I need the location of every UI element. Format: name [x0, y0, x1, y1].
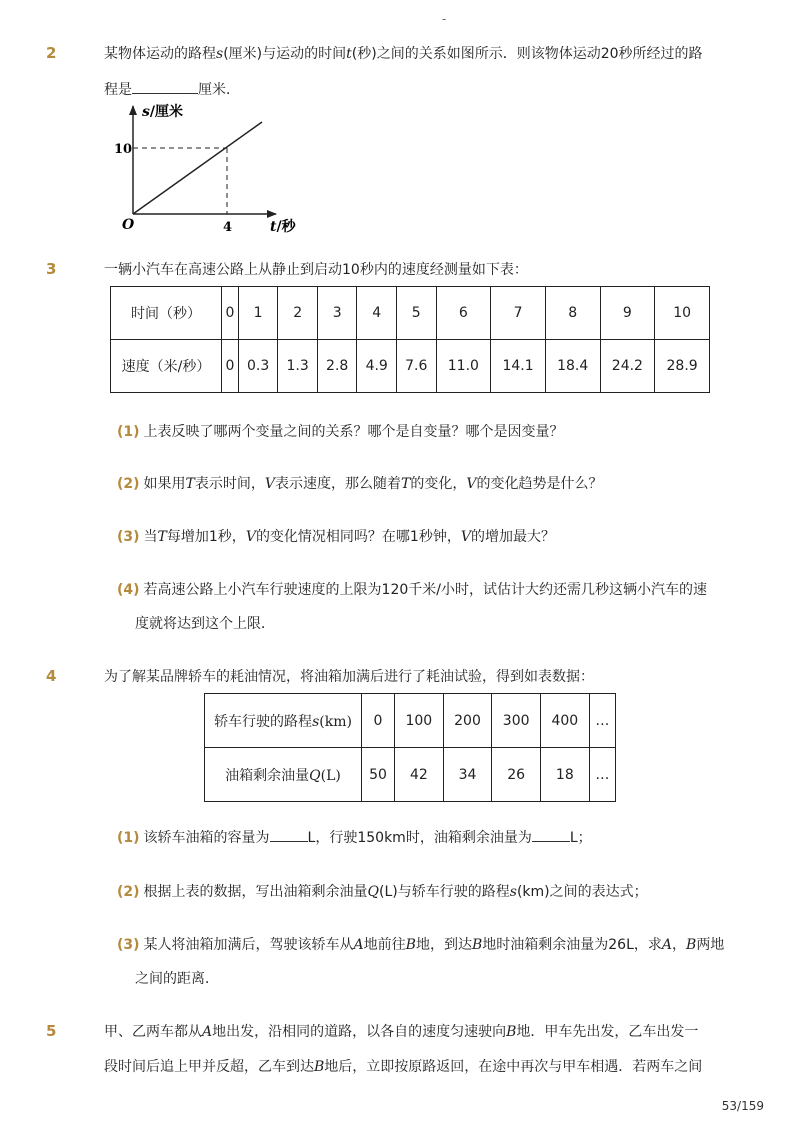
table-cell: 9: [600, 287, 655, 340]
q5-text-part: 地出发，沿相同的道路，以各自的速度匀速驶向: [212, 1024, 507, 1040]
question-4-sub-2: [117, 882, 648, 902]
var-s: s: [312, 713, 320, 730]
q2-text-part: (秒)之间的关系如图所示．则该物体运动20秒所经过的路: [351, 46, 703, 62]
sub-question-text: 某人将油箱加满后，驾驶该轿车从: [143, 937, 354, 953]
sub-question-text: ，: [672, 937, 687, 953]
var-T: T: [157, 529, 167, 545]
q2-var-t: t: [346, 46, 352, 62]
sub-question-number: (4): [117, 582, 140, 598]
table-cell: 200: [443, 694, 492, 748]
sub-question-text: 两地: [696, 937, 725, 953]
table-cell: 18.4: [545, 340, 600, 393]
sub-question-text: 每增加1秒，: [166, 529, 246, 545]
var-B: B: [506, 1024, 517, 1040]
answer-blank[interactable]: [532, 841, 570, 842]
table-row-label: [205, 694, 362, 748]
var-T: T: [185, 476, 195, 492]
table-cell: 0: [362, 694, 395, 748]
question-3-sub-1: [117, 422, 564, 442]
table-cell: 1.3: [278, 340, 318, 393]
table-cell: 11.0: [436, 340, 491, 393]
table-cell: 14.1: [491, 340, 546, 393]
fuel-table-oil-row: [205, 748, 616, 802]
speed-table-time-row: [111, 287, 710, 340]
sub-question-number: (3): [117, 937, 140, 953]
question-4-sub-3-line2: 之间的距离．: [135, 971, 219, 987]
sub-question-text: 若高速公路上小汽车行驶速度的上限为120千米/小时，试估计大约还需几秒这辆小汽车的速: [143, 582, 707, 598]
question-3-intro: 一辆小汽车在高速公路上从静止到启动10秒内的速度经测量如下表：: [104, 262, 528, 278]
var-B: B: [314, 1059, 325, 1075]
table-cell: 0: [222, 340, 239, 393]
var-T: T: [401, 476, 411, 492]
var-B: B: [405, 937, 416, 953]
table-cell: 400: [541, 694, 590, 748]
q5-text-part: 段时间后追上甲并反超，乙车到达: [104, 1059, 314, 1075]
question-2-text-line1: [104, 44, 703, 64]
table-cell: 2.8: [317, 340, 357, 393]
q2-text-part: (厘米)与运动的时间: [223, 46, 347, 62]
answer-blank[interactable]: [270, 841, 308, 842]
table-cell: 18: [541, 748, 590, 802]
q2-text-part: 程是: [104, 82, 132, 98]
table-cell: 1: [238, 287, 278, 340]
sub-question-text: 地时油箱剩余油量为26L，求: [482, 937, 662, 953]
sub-question-number: (2): [117, 476, 140, 492]
sub-question-number: (2): [117, 884, 140, 900]
table-cell: 50: [362, 748, 395, 802]
sub-question-text: 地，到达: [415, 937, 472, 953]
page-top-mark: -: [442, 12, 447, 26]
sub-question-text: 如果用: [143, 476, 186, 492]
unit: (L): [320, 767, 341, 784]
table-cell: 100: [395, 694, 444, 748]
q2-var-s: s: [216, 46, 224, 62]
table-cell: 7: [491, 287, 546, 340]
table-cell: 8: [545, 287, 600, 340]
distance-time-graph: [100, 100, 310, 240]
sub-question-text: 表示时间，: [194, 476, 265, 492]
var-s: s: [509, 884, 517, 900]
sub-question-text: 表示速度，那么随着: [275, 476, 402, 492]
sub-question-text: 地前往: [363, 937, 406, 953]
sub-question-text: 的增加最大？: [470, 529, 555, 545]
var-V: V: [466, 476, 477, 492]
graph-origin-label: O: [122, 217, 135, 233]
var-V: V: [245, 529, 256, 545]
q5-text-part: 甲、乙两车都从: [104, 1024, 202, 1040]
sub-question-text: L，行驶150km时，油箱剩余油量为: [307, 830, 532, 846]
row-label-text: 油箱剩余油量: [225, 767, 310, 784]
graph-y-tick-label: 10: [114, 142, 133, 157]
table-cell: 2: [278, 287, 318, 340]
question-3-number: 3: [46, 260, 57, 278]
table-cell: 0.3: [238, 340, 278, 393]
sub-question-text: 的变化情况相同吗？在哪1秒钟，: [255, 529, 461, 545]
table-cell: 3: [317, 287, 357, 340]
var-B: B: [471, 937, 483, 953]
graph-x-label: t/秒: [270, 219, 296, 235]
table-row-label: [205, 748, 362, 802]
fuel-table: [204, 693, 616, 802]
table-cell: 42: [395, 748, 444, 802]
sub-question-number: (1): [117, 424, 140, 440]
question-4-number: 4: [46, 667, 57, 685]
question-3-sub-4-line1: [117, 580, 707, 600]
graph-data-line: [133, 122, 262, 214]
table-cell: 26: [492, 748, 541, 802]
question-5-number: 5: [46, 1022, 57, 1040]
graph-y-label: s/厘米: [142, 104, 184, 120]
sub-question-text: 根据上表的数据，写出油箱剩余油量: [143, 884, 368, 900]
sub-question-number: (3): [117, 529, 140, 545]
row-label-text: 轿车行驶的路程: [214, 713, 313, 730]
table-cell: 24.2: [600, 340, 655, 393]
question-2-text-line2: [104, 80, 240, 100]
var-V: V: [264, 476, 276, 492]
table-cell: 6: [436, 287, 491, 340]
question-2-number: 2: [46, 44, 57, 62]
question-4-intro: 为了解某品牌轿车的耗油情况，将油箱加满后进行了耗油试验，得到如表数据：: [104, 669, 594, 685]
unit: (km): [319, 713, 352, 730]
table-cell: …: [589, 748, 615, 802]
page-number: 53/159: [721, 1099, 764, 1113]
table-row-label: 时间（秒）: [111, 287, 222, 340]
table-cell: …: [589, 694, 615, 748]
q5-text-part: 地．甲车先出发，乙车出发一: [516, 1024, 699, 1040]
sub-question-text: 上表反映了哪两个变量之间的关系？哪个是自变量？哪个是因变量？: [143, 424, 564, 440]
speed-table: [110, 286, 710, 393]
question-4-sub-1: [117, 828, 592, 848]
sub-question-text: 当: [143, 529, 158, 545]
sub-question-text: 的变化趋势是什么？: [476, 476, 603, 492]
var-V: V: [460, 529, 471, 545]
q5-text-part: 地后，立即按原路返回，在途中再次与甲车相遇．若两车之间: [324, 1059, 703, 1075]
table-cell: 4.9: [357, 340, 397, 393]
table-cell: 4: [357, 287, 397, 340]
sub-question-text: 该轿车油箱的容量为: [143, 830, 270, 846]
q2-text-part: 某物体运动的路程: [104, 46, 216, 62]
question-4-sub-3-line1: [117, 935, 724, 955]
var-B: B: [686, 937, 697, 953]
table-cell: 300: [492, 694, 541, 748]
sub-question-text: L；: [569, 830, 592, 846]
question-3-sub-3: [117, 527, 555, 547]
var-Q: Q: [367, 884, 380, 900]
speed-table-speed-row: [111, 340, 710, 393]
sub-question-text: (km)之间的表达式；: [516, 884, 648, 900]
var-A: A: [661, 937, 673, 953]
table-cell: 7.6: [396, 340, 436, 393]
var-Q: Q: [309, 767, 321, 784]
table-cell: 34: [443, 748, 492, 802]
answer-blank[interactable]: [132, 93, 198, 94]
var-A: A: [202, 1024, 213, 1040]
q2-text-part: 厘米．: [198, 82, 240, 98]
question-5-line1: [104, 1022, 698, 1042]
graph-x-tick-label: 4: [223, 220, 233, 235]
table-cell: 28.9: [655, 340, 710, 393]
var-A: A: [353, 937, 364, 953]
sub-question-text: (L)与轿车行驶的路程: [379, 884, 510, 900]
question-3-sub-2: [117, 474, 602, 494]
sub-question-number: (1): [117, 830, 140, 846]
table-row-label: 速度（米/秒）: [111, 340, 222, 393]
question-3-sub-4-line2: 度就将达到这个上限．: [135, 616, 275, 632]
table-cell: 5: [396, 287, 436, 340]
question-5-line2: [104, 1057, 702, 1077]
fuel-table-distance-row: [205, 694, 616, 748]
table-cell: 10: [655, 287, 710, 340]
table-cell: 0: [222, 287, 239, 340]
sub-question-text: 的变化，: [410, 476, 467, 492]
